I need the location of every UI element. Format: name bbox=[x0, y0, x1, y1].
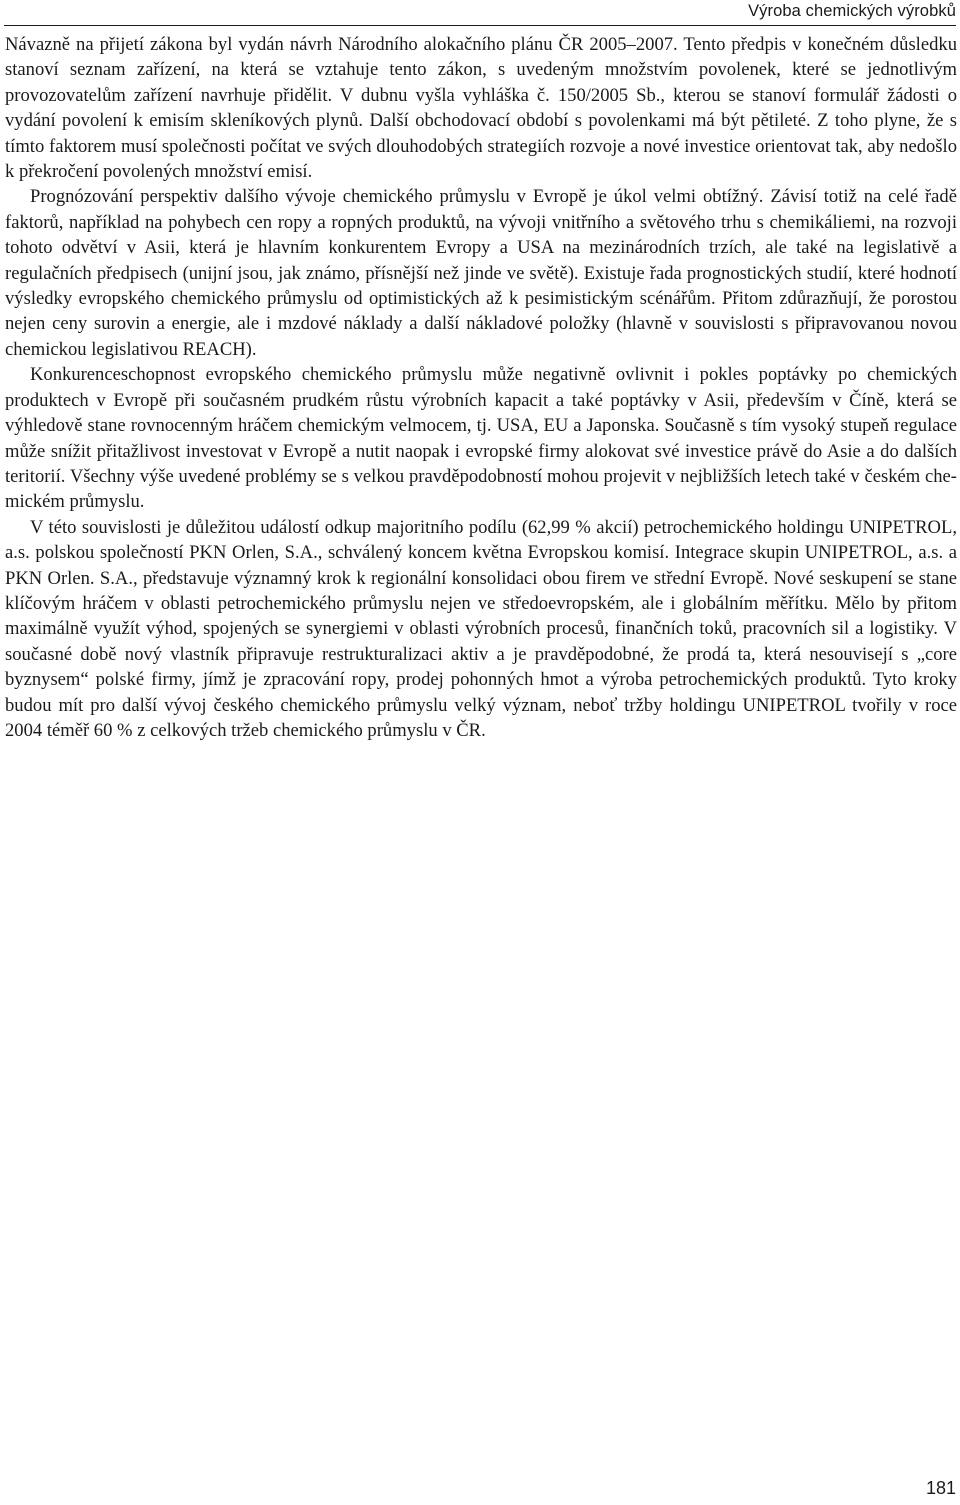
running-header: Výroba chemických výrobků bbox=[748, 2, 956, 20]
paragraph: Konkurenceschopnost evropského chemického průmyslu může negativně ovlivnit i pokles poptávky po chemických produktech v Evropě při současném prudkém růstu výrobních kapacit a také poptávky v Asii, především v Číně, která se výhledově stane rovnocenným hráčem chemickým velmocem, tj. USA, EU a Japonska. Současně s tím vysoký stupeň regulace může snížit přitažlivost investovat v Evropě a nutit naopak i evropské firmy alokovat své investice právě do Asie a do dalších teritorií. Všechny výše uvedené problémy se s velkou pravděpodobností mohou projevit v nejbližších letech také v českém chemickém průmyslu. bbox=[5, 364, 957, 513]
main-text bbox=[5, 32, 957, 743]
page-number: 181 bbox=[925, 1478, 956, 1498]
paragraph: Návazně na přijetí zákona byl vydán návrh Národního alokačního plánu ČR 2005–2007. Tento předpis v konečném důsledku stanoví seznam zařízení, na která se vztahuje tento zákon, s uvedeným množstvím povolenek, které se jednotlivým provozovatelům zařízení navrhuje přidělit. V dubnu vyšla vyhláška č. 150/2005 Sb., kterou se stanoví formulář žádosti o vydání povolení k emisím skleníkových plynů. Další obchodovací období s povolenkami má být pětileté. Z toho plyne, že s tímto faktorem musí společnosti počítat ve svých dlouhodobých strategiích rozvoje a nové investice orientovat tak, aby nedošlo k překročení povolených množství emisí. bbox=[5, 34, 957, 183]
paragraph: V této souvislosti je důležitou událostí odkup majoritního podílu (62,99 % akcií) petrochemického holdingu UNIPETROL, a.s. polskou společností PKN Orlen, S.A., schválený koncem května Evropskou komisí. Integrace skupin UNIPETROL, a.s. a PKN Orlen. S.A., představuje významný krok k regionální konsolidaci obou firem ve střední Evropě. Nové seskupení se stane klíčovým hráčem v oblasti petrochemického průmyslu nejen ve středoevropském, ale i globálním měřítku. Mělo by přitom maximálně využít výhod, spojených se synergiemi v oblasti výrobních procesů, finančních toků, pracovních sil a logistiky. V současné době nový vlastník připravuje restrukturalizaci aktiv a je pravděpodobné, že prodá ta, která nesouvisejí s „core byznysem“ polské firmy, jímž je zpracování ropy, prodej pohonných hmot a výroba petrochemických produktů. Tyto kroky budou mít pro další vývoj českého chemického průmyslu velký význam, neboť tržby holdingu UNIPETROL tvořily v roce 2004 téměř 60 % z celkových tržeb chemického průmyslu v ČR. bbox=[5, 516, 957, 741]
paragraph: Prognózování perspektiv dalšího vývoje chemického průmyslu v Evropě je úkol velmi obtížný. Závisí totiž na celé řadě faktorů, například na pohybech cen ropy a ropných produktů, na vývoji vnitřního a světového trhu s chemikáliemi, na rozvoji tohoto odvětví v Asii, která je hlavním konkurentem Evropy a USA na mezinárodních trzích, ale také na legislativě a regulačních předpisech (unijní jsou, jak známo, přísnější než jinde ve světě). Existuje řada prognostických studií, které hodnotí výsledky evropského chemického průmyslu od optimistických až k pesimistickým scénářům. Přitom zdůrazňují, že porostou nejen ceny surovin a energie, ale i mzdové náklady a další nákladové položky (hlavně v souvislosti s připravovanou novou chemickou legislativou REACH). bbox=[5, 186, 957, 360]
header-rule bbox=[4, 25, 956, 26]
